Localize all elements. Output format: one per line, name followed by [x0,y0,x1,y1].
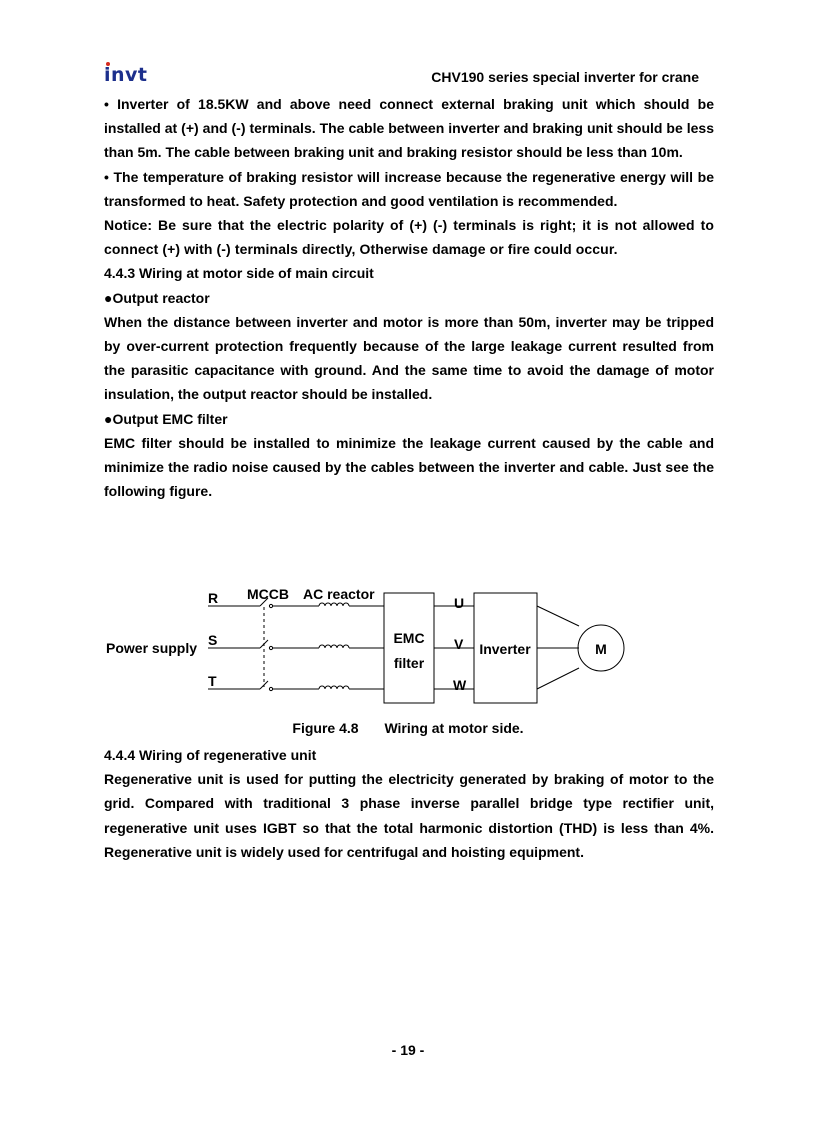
power-supply-label: Power supply [106,640,198,656]
figure-number: Figure 4.8 [292,720,359,736]
main-content [104,92,714,503]
company-logo: invt [104,64,148,86]
header-title: CHV190 series special inverter for crane [431,69,699,85]
phase-r-label: R [208,590,219,606]
phase-t-label: T [208,673,217,689]
ac-reactor-label: AC reactor [303,586,375,602]
wiring-diagram [104,583,644,708]
reactor-coil-t [319,686,349,689]
section-heading-443: 4.4.3 Wiring at motor side of main circuit [104,265,374,282]
mccb-terminal-t [269,687,272,690]
emc-label-line2: filter [393,655,425,671]
notice-paragraph: Notice: Be sure that the electric polarity of (+) (-) terminals is right; it is not allowed to connect (+) with (-) terminals directly, Otherwise damage or fire could occur. [104,217,714,258]
mccb-terminal-s [269,646,272,649]
output-reactor-text: When the distance between inverter and motor is more than 50m, inverter may be tripped by over-current protection frequently because of the large leakage current resulted from the parasitic capacitance with ground. And the same time to avoid the damage of motor insulation, the output reactor should be installed. [104,313,714,403]
bullet-braking-unit: • Inverter of 18.5KW and above need connect external braking unit which should be installed at (+) and (-) terminals. The cable between inverter and braking unit should be less than 5m. The cable between braking unit and braking resistor should be less than 10m. [104,96,714,161]
reactor-coil-r [319,603,349,606]
inverter-label: Inverter [479,641,531,657]
bullet-braking-resistor: • The temperature of braking resistor will increase because the regenerative energy will be transformed to heat. Safety protection and good ventilation is recommended. [104,168,714,209]
emc-filter-box [384,593,434,703]
regenerative-section [104,743,714,864]
phase-s-label: S [208,632,218,648]
emc-filter-text: EMC filter should be installed to minimize the leakage current caused by the cable and minimize the radio noise caused by the cables between the inverter and cable. Just see the following figure. [104,434,714,500]
reactor-coil-s [319,645,349,648]
output-v-label: V [454,636,464,652]
motor-label: M [595,641,607,657]
section-heading-444: 4.4.4 Wiring of regenerative unit [104,747,317,763]
output-w-label: W [453,677,467,693]
emc-filter-heading: ●Output EMC filter [104,410,228,427]
regenerative-text: Regenerative unit is used for putting the electricity generated by braking of motor to the grid. Compared with traditional 3 phase inverse parallel bridge type rectifier unit, regenerative unit uses IGBT so that the total harmonic distortion (THD) is less than 4%. Regenerative unit is widely used for centrifugal and hoisting equipment. [104,771,714,860]
output-reactor-heading: ●Output reactor [104,289,210,306]
figure-caption [0,720,816,736]
mccb-label: MCCB [247,586,289,602]
mccb-terminal-r [269,604,272,607]
page-number: - 19 - [391,1042,425,1058]
output-u-label: U [454,595,465,611]
emc-label-line1: EMC [393,630,425,646]
figure-title: Wiring at motor side. [384,720,524,736]
